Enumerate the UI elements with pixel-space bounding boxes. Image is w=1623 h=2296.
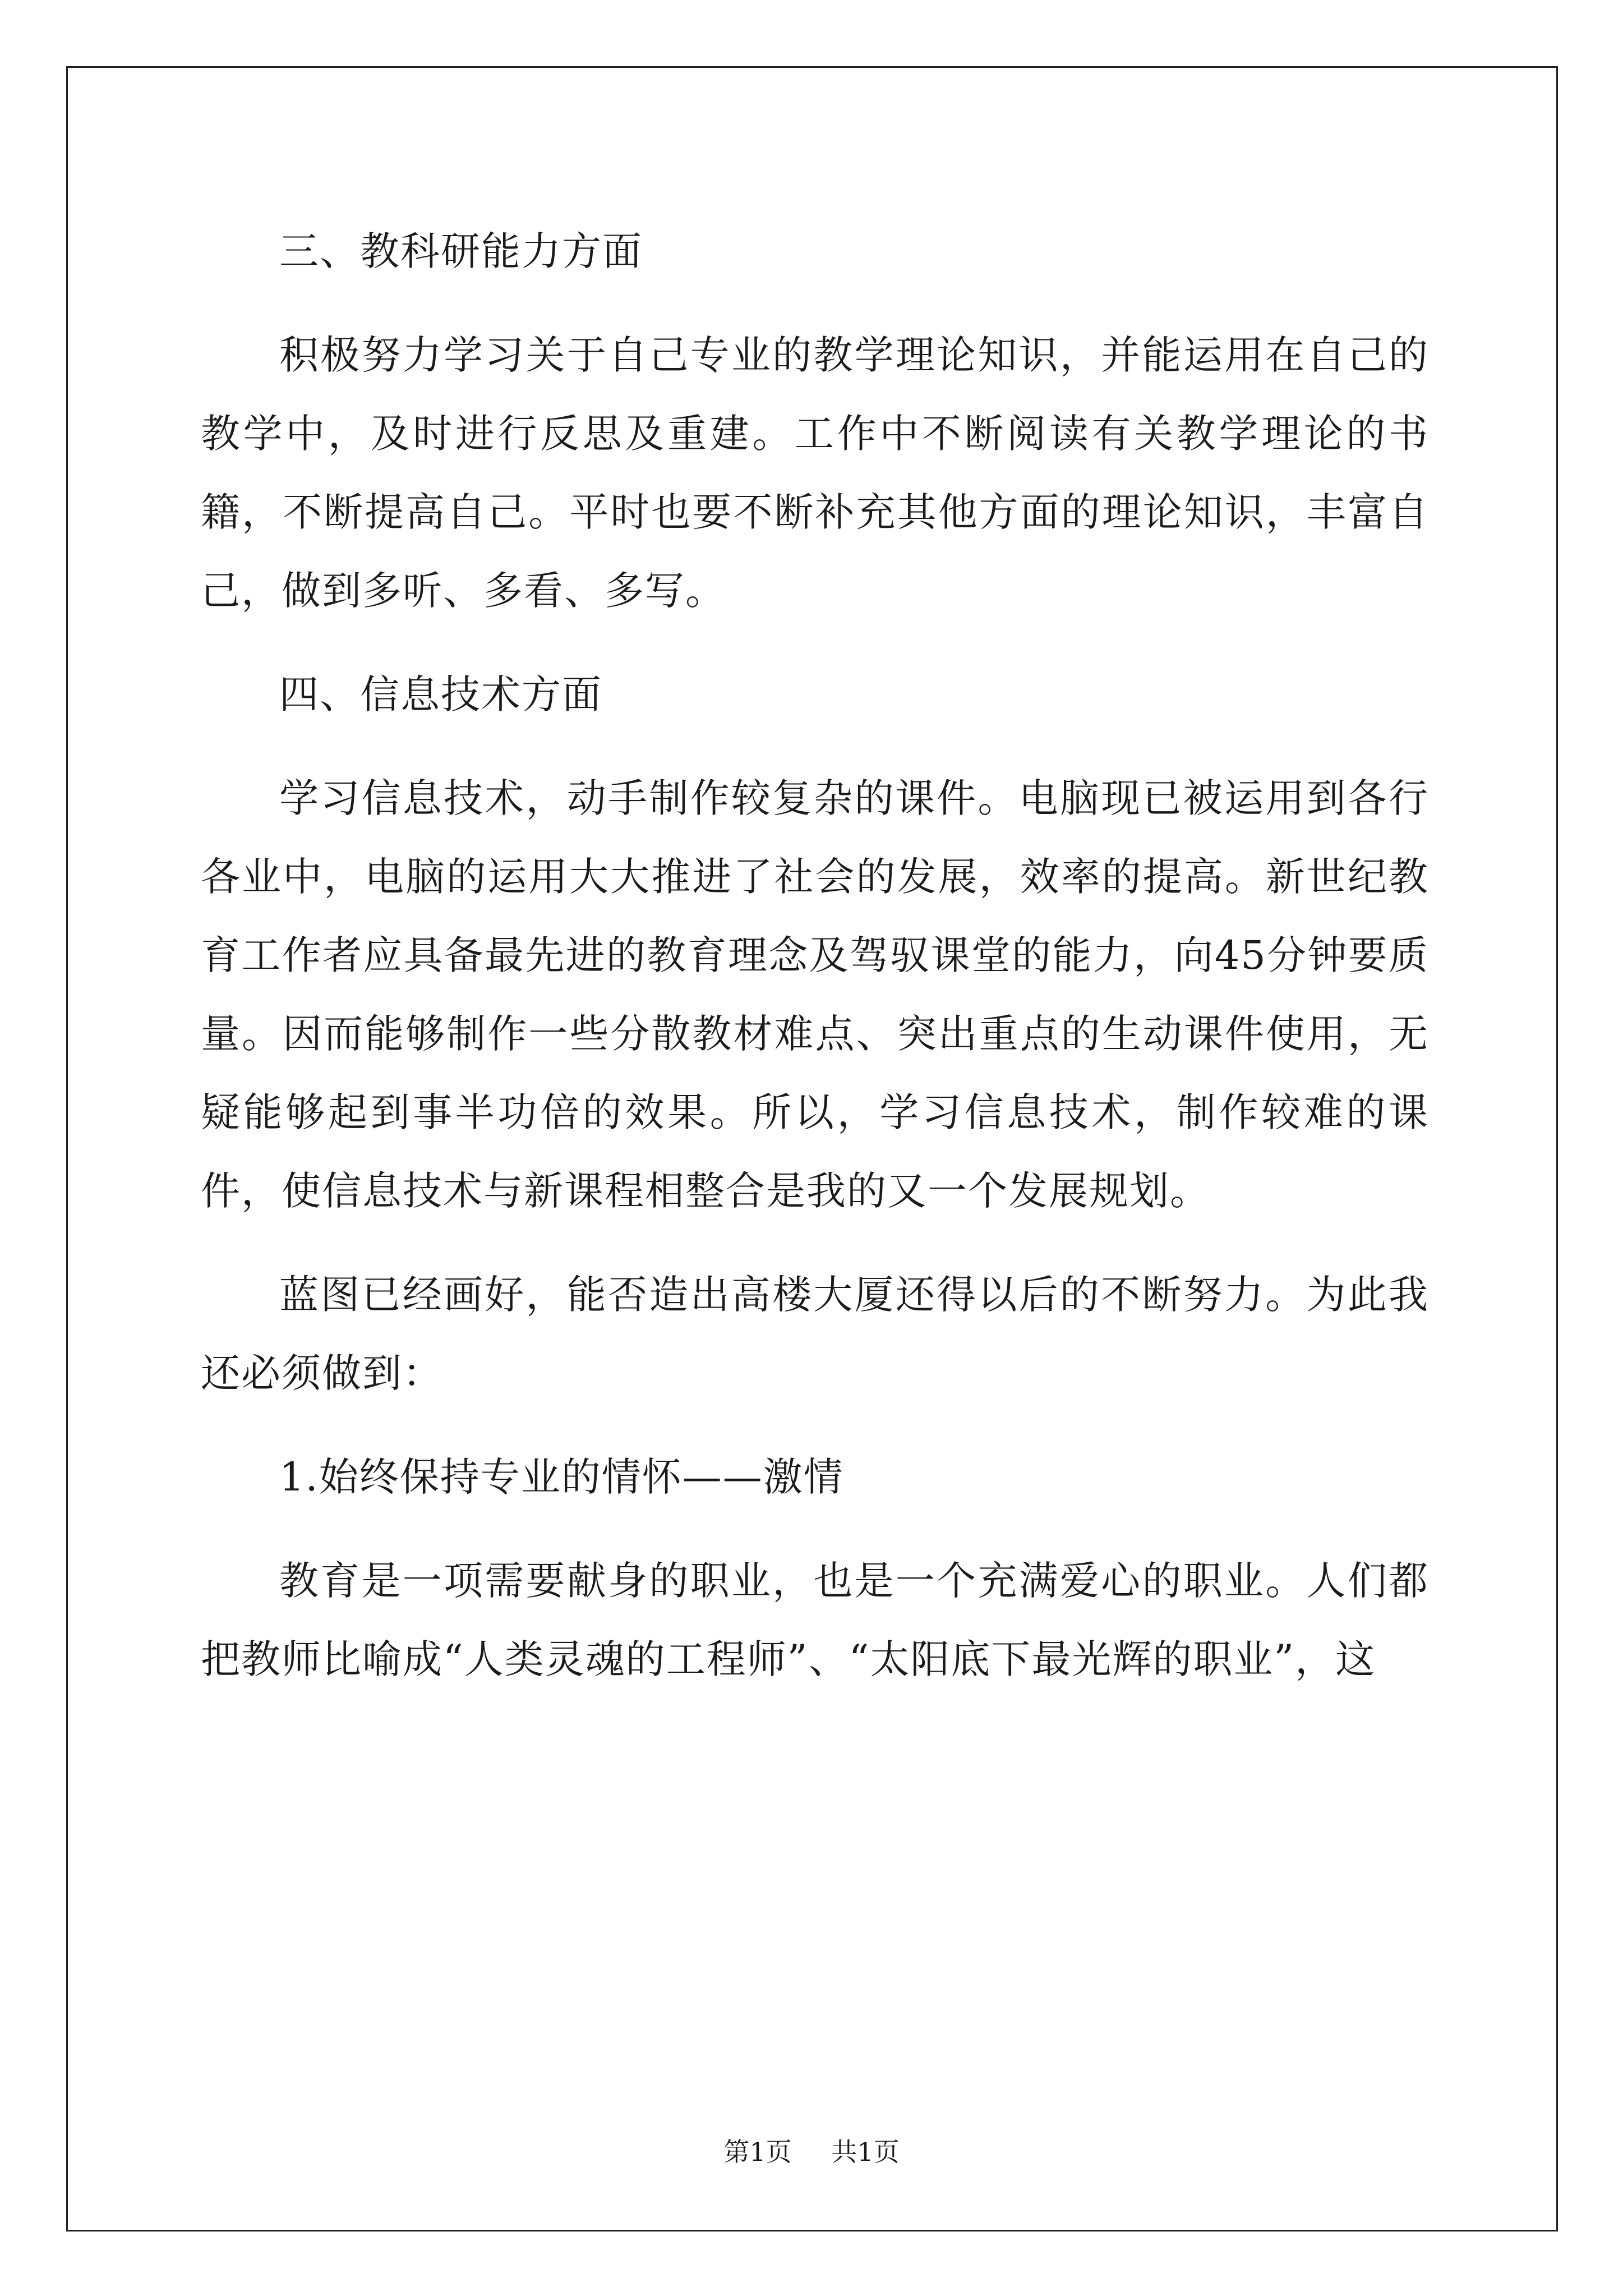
paragraph-blueprint: 蓝图已经画好，能否造出高楼大厦还得以后的不断努力。为此我还必须做到： — [201, 1272, 1429, 1396]
paragraph-information-technology: 学习信息技术，动手制作较复杂的课件。电脑现已被运用到各行各业中，电脑的运用大大推进了社会的发展，效率的提高。新世纪教育工作者应具备最先进的教育理念及驾驭课堂的能力，向45分钟要质量。因而能够制作一些分散教材难点、突出重点的生动课件使用，无疑能够起到事半功倍的效果。所以，学习信息技术，制作较难的课件，使信息技术与新课程相整合是我的又一个发展规划。 — [201, 775, 1429, 1214]
page-total: 共1页 — [831, 2137, 900, 2167]
heading-passion: 1.始终保持专业的情怀——激情 — [279, 1454, 844, 1500]
heading-research-ability: 三、教科研能力方面 — [279, 228, 643, 274]
paragraph-education-career: 教育是一项需要献身的职业，也是一个充满爱心的职业。人们都把教师比喻成“人类灵魂的工程师”、“太阳底下最光辉的职业”，这 — [201, 1558, 1429, 1682]
page-number: 第1页 — [723, 2137, 792, 2167]
paragraph-research-ability: 积极努力学习关于自己专业的教学理论知识，并能运用在自己的教学中，及时进行反思及重建。工作中不断阅读有关教学理论的书籍，不断提高自己。平时也要不断补充其他方面的理论知识，丰富自己，做到多听、多看、多写。 — [201, 332, 1429, 614]
heading-information-technology: 四、信息技术方面 — [279, 671, 602, 717]
page-footer — [0, 2132, 1623, 2169]
document-body — [201, 212, 1429, 1699]
